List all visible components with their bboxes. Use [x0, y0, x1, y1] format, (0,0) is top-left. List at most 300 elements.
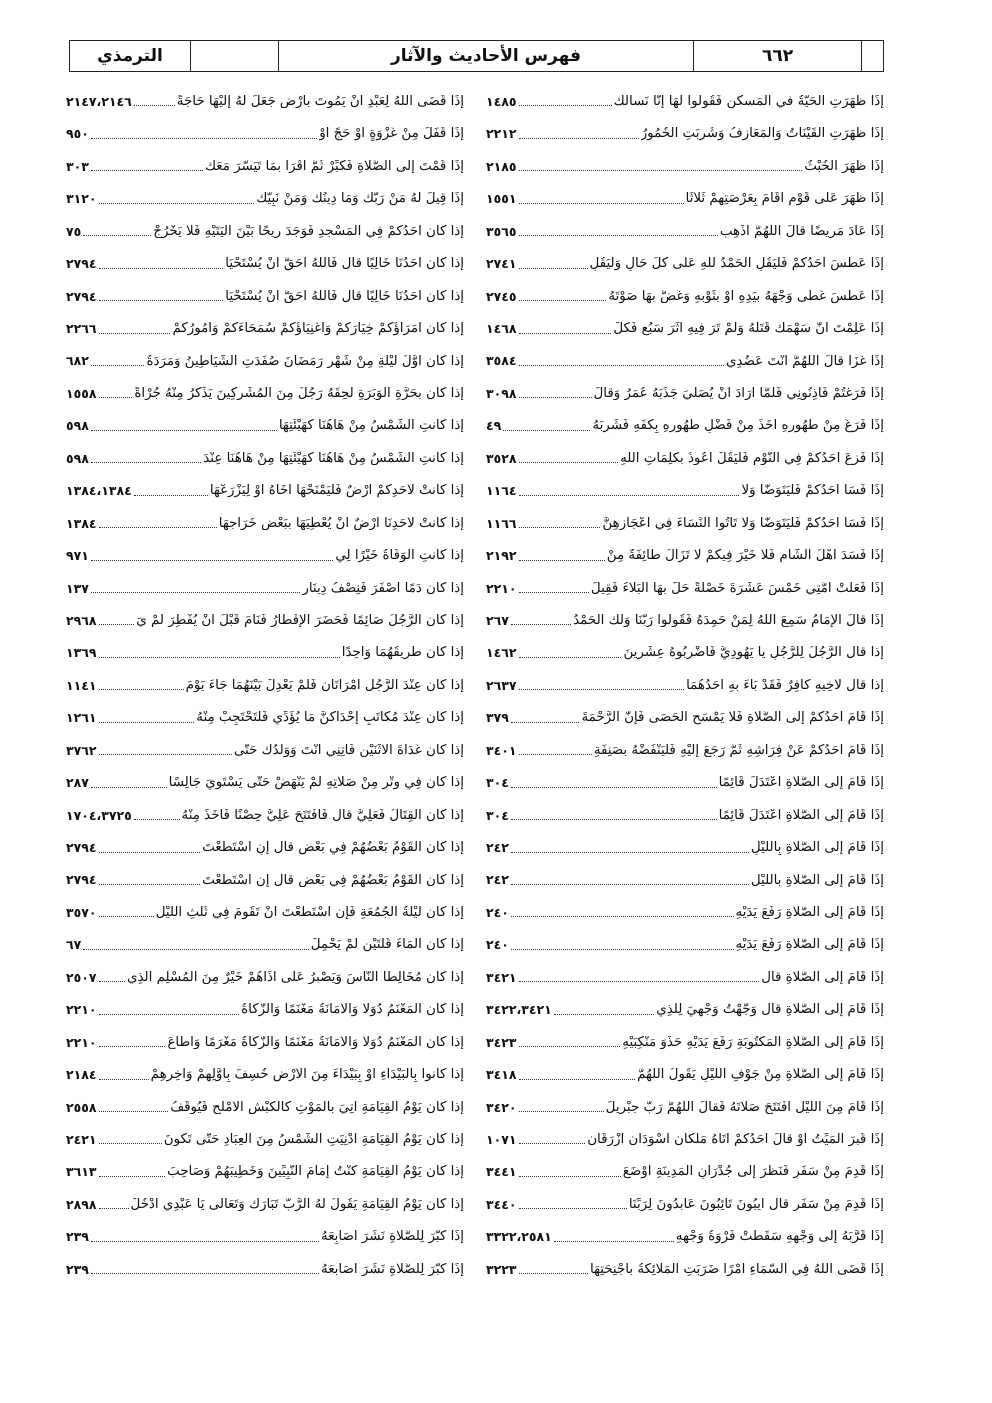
hadith-incipit: إذَا قَامَ إِلَى الصَّلاةِ اعْتَدَلَ قَائِمًا: [718, 776, 884, 790]
hadith-number: ٢٧٤١: [486, 256, 517, 272]
hadith-number: ٢٧٩٤: [66, 872, 97, 888]
hadith-number: ٣٥٢٨: [486, 450, 517, 466]
index-entry: [66, 504, 464, 536]
hadith-number: ٣٧٩: [486, 710, 509, 726]
dot-leader: [519, 234, 718, 236]
dot-leader: [99, 1142, 162, 1144]
index-entry: [486, 114, 884, 146]
hadith-number: ١٤٦٨: [486, 321, 517, 336]
hadith-number: ١٢٦١: [66, 710, 97, 726]
index-entry: [486, 893, 884, 925]
hadith-incipit: إذَا كَبَّرَ لِلصَّلاةِ نَشَرَ أَصَابِعَهُ: [321, 1230, 464, 1244]
index-entry: [486, 212, 884, 244]
hadith-incipit: إذا كان مُخَالِطًا النَّاسَ وَيَصْبِرُ عَلَى أَذَاهُمْ خَيْرٌ مِنَ المُسْلِمِ الَّذِي: [127, 970, 464, 985]
index-entry: [66, 893, 464, 925]
dot-leader: [519, 526, 601, 528]
hadith-number: ٣٤٤١: [486, 1164, 517, 1180]
hadith-number: ٤٩: [486, 418, 502, 434]
hadith-incipit: إذا كانتِ الشَّمْسُ مِنْ هَاهُنَا كَهَيْئَتِهَا مِنْ هَاهُنَا عِنْدَ: [203, 451, 464, 466]
hadith-incipit: إذَا ظَهَرَتِ القَيْنَاتُ وَالمَعَازِفُ وَشُرِبَتِ الخُمُورُ: [640, 127, 884, 141]
hadith-number: ٢٧٤٥: [486, 288, 517, 304]
hadith-number: ١٣٨٤،١٣٨٤: [66, 483, 132, 499]
index-entry: [66, 277, 464, 309]
hadith-incipit: إذا كان يَوْمُ القِيَامَةِ أُتِيَ بِالمَوْتِ كَالكَبْشِ الأَمْلَحِ فَيُوقَفُ: [170, 1100, 464, 1114]
hadith-incipit: إذَا قَدِمَ مِنْ سَفَرٍ قال آيِبُونَ تَائِبُونَ عَابِدُونَ لِرَبِّنَا: [628, 1197, 884, 1212]
hadith-number: ٢٤٢١: [66, 1131, 97, 1147]
index-entry: [66, 342, 464, 374]
hadith-incipit: إذَا عَطَسَ غَطَّى وَجْهَهُ بِيَدِهِ أَوْ بِثَوْبِهِ وَغَضَّ بِهَا صَوْتَهُ: [608, 289, 884, 304]
index-entry: [66, 1250, 464, 1282]
index-entry: [66, 633, 464, 665]
index-entry: [66, 536, 464, 568]
dot-leader: [91, 429, 277, 431]
index-entry: [66, 1055, 464, 1087]
hadith-incipit: إذَا قَامَ أَحَدُكُمْ عَنْ فِرَاشِهِ ثُمَّ رَجَعَ إِلَيْهِ فَلْيَنْفُضْهُ بِصَنِفَةِ: [593, 743, 884, 758]
hadith-incipit: إذا كانتْ لأَحَدِنَا أَرْضٌ أَنْ يُعْطِيَهَا بِبَعْضِ خَرَاجِهَا: [218, 516, 464, 531]
hadith-number: ٢٢١٠: [66, 1034, 97, 1050]
header-blank-cell: [190, 41, 278, 71]
hadith-incipit: إذَا فَرَغَ مِنْ طَهُورِهِ أَخَذَ مِنْ فَضْلِ طَهُورِهِ بِكَفِّهِ فَشَرِبَهُ: [592, 419, 884, 433]
index-entry: [486, 439, 884, 471]
hadith-incipit: إذَا قَضَى اللهُ فِي السَّمَاءِ أَمْرًا ضَرَبَتِ المَلائِكَةُ بِأَجْنِحَتِهَا: [590, 1262, 884, 1277]
hadith-number: ٢٦٣٧: [486, 677, 517, 693]
right-column: [486, 82, 884, 1382]
hadith-incipit: إذَا قَامَ مِنَ اللَّيْلِ افْتَتَحَ صَلاتَهُ فَقالَ اللَّهُمَّ رَبَّ جِبْرِيلَ: [605, 1100, 884, 1114]
dot-leader: [99, 656, 340, 658]
hadith-number: ٢٤٠: [486, 937, 509, 953]
hadith-incipit: إذَا فَسَا أَحَدُكُمْ فَلْيَتَوَضَّأْ وَلا تَأْتُوا النِّسَاءَ فِي أَعْجَازِهِنَّ: [602, 516, 884, 531]
hadith-number: ٢٧٩٤: [66, 288, 97, 304]
dot-leader: [519, 494, 740, 496]
hadith-number: ٢٣٩: [66, 1229, 89, 1245]
hadith-number: ٣٤٢٣: [486, 1034, 517, 1050]
dot-leader: [511, 721, 580, 723]
index-columns: [66, 82, 884, 1382]
hadith-number: ١٣٨٤: [66, 515, 97, 531]
hadith-number: ٣٤١٨: [486, 1067, 517, 1083]
index-entry: [486, 1055, 884, 1087]
hadith-number: ٣٠٤: [486, 807, 509, 823]
dot-leader: [519, 1272, 588, 1274]
hadith-incipit: إذا كان يَوْمُ القِيَامَةِ يَقُولُ لَهُ الرَّبُّ تَبَارَكَ وَتَعَالَى يَا عَبْدِي ادْخُلْ: [130, 1197, 464, 1212]
index-entry: [66, 244, 464, 276]
index-entry: [66, 569, 464, 601]
hadith-incipit: إذَا قَامَ إِلَى الصَّلاةِ اعْتَدَلَ قَائِمًا: [718, 808, 884, 823]
dot-leader: [99, 915, 154, 917]
dot-leader: [91, 169, 203, 171]
left-column: [66, 82, 464, 1382]
dot-leader: [99, 883, 201, 885]
index-entry: [486, 666, 884, 698]
hadith-incipit: إذا قال الرَّجُلُ لِلرَّجُلِ يا يَهُودِيُّ فَاضْرِبُوهُ عِشْرِينَ: [623, 646, 884, 660]
hadith-number: ٢٨٩٨: [66, 1196, 97, 1212]
hadith-incipit: إذا قال لأَخِيهِ كافِرٌ فَقَدْ بَاءَ بِهِ أَحَدُهُمَا: [686, 678, 884, 693]
index-entry: [486, 731, 884, 763]
hadith-incipit: إذا كان المَغْنَمُ دُوَلًا وَالأَمَانَةُ مَغْنَمًا وَالزَّكَاةُ مَغْرَمًا وَأَطَاعَ: [167, 1035, 464, 1050]
index-entry: [66, 925, 464, 957]
hadith-number: ٦٨٢: [66, 353, 89, 369]
index-entry: [486, 796, 884, 828]
hadith-number: ٩٥٠: [66, 126, 89, 142]
dot-leader: [99, 332, 171, 334]
dot-leader: [99, 1207, 129, 1209]
index-entry: [66, 763, 464, 795]
hadith-incipit: إذا كان القَوْمُ بَعْضُهُمْ فِي بَعْضٍ قال إِنِ اسْتَطَعْتَ: [202, 841, 464, 855]
hadith-incipit: إذا كان أَحَدُكُمْ فِي المَسْجِدِ فَوَجَدَ رِيحًا بَيْنَ أَلْيَتَيْهِ فَلا يَخْرُجْ: [153, 224, 464, 239]
dot-leader: [519, 104, 612, 106]
hadith-number: ٢٥٠٧: [66, 969, 97, 985]
hadith-incipit: إذا كان أَوَّلُ لَيْلَةٍ مِنْ شَهْرِ رَمَضَانَ صُفِّدَتِ الشَّيَاطِينُ وَمَرَدَةُ: [146, 354, 464, 368]
dot-leader: [519, 656, 622, 658]
dot-leader: [99, 1175, 166, 1177]
hadith-number: ٧٥: [66, 223, 82, 239]
index-entry: [66, 990, 464, 1022]
index-entry: [486, 1250, 884, 1282]
hadith-incipit: إذا كان القَوْمُ بَعْضُهُمْ فِي بَعْضٍ قال إِنِ اسْتَطَعْتَ: [202, 873, 464, 887]
hadith-number: ٢٧٩٤: [66, 840, 97, 855]
dot-leader: [511, 818, 717, 820]
hadith-number: ١٤٨٥: [486, 93, 517, 109]
hadith-incipit: إذَا قَامَ إِلَى الصَّلاةِ قال وَجَّهْتُ وَجْهِيَ لِلَّذِي: [656, 1003, 884, 1017]
index-entry: [66, 698, 464, 730]
hadith-incipit: إذا كان القِتَالُ فَعَلِيٌّ قال فَافْتَتَحَ عَلِيٌّ حِصْنًا فَأَخَذَ مِنْهُ: [181, 808, 464, 823]
hadith-incipit: إذا كان بِحَرَّةِ الوَبَرَةِ لَحِقَهُ رَجُلٌ مِنَ المُشْرِكِينَ يَذْكُرُ مِنْهُ جُرْأَةً: [134, 386, 464, 401]
dot-leader: [99, 753, 232, 755]
dot-leader: [134, 104, 175, 106]
hadith-incipit: إذا كان يَوْمُ القِيَامَةِ كُنْتُ إِمَامَ النَّبِيِّينَ وَخَطِيبَهُمْ وَصَاحِبَ: [167, 1165, 464, 1179]
index-entry: [66, 147, 464, 179]
index-entry: [66, 114, 464, 146]
index-entry: [486, 569, 884, 601]
dot-leader: [519, 559, 605, 561]
hadith-number: ٣٥٧٠: [66, 904, 97, 920]
dot-leader: [503, 429, 590, 431]
hadith-incipit: إذا كانتِ الوَفَاةُ خَيْرًا لِي: [335, 549, 464, 563]
hadith-number: ١٠٧١: [486, 1131, 517, 1147]
dot-leader: [91, 137, 317, 139]
index-entry: [486, 990, 884, 1022]
dot-leader: [99, 267, 224, 269]
hadith-incipit: إذَا قَامَ إِلَى الصَّلاةِ رَفَعَ يَدَيْهِ: [735, 905, 884, 920]
dot-leader: [554, 1013, 654, 1015]
dot-leader: [519, 364, 724, 366]
header-blank-cell: [861, 41, 883, 71]
hadith-number: ٣٣٢٢،٢٥٨١: [486, 1229, 552, 1245]
hadith-number: ٣٥٦٥: [486, 223, 517, 239]
index-entry: [486, 374, 884, 406]
hadith-number: ٢٢١٢: [486, 126, 517, 142]
hadith-incipit: إذَا قالَ الإمَامُ سَمِعَ اللهُ لِمَنْ حَمِدَهُ فَقُولُوا رَبَّنَا وَلَكَ الحَمْدُ: [573, 614, 884, 628]
hadith-number: ٢١٨٥: [486, 158, 517, 174]
hadith-number: ٣٤٠١: [486, 742, 517, 758]
dot-leader: [99, 1078, 149, 1080]
index-entry: [66, 958, 464, 990]
hadith-incipit: إذَا غَزَا قالَ اللَّهُمَّ أَنْتَ عَضُدِي: [725, 354, 884, 368]
hadith-number: ٥٩٨: [66, 418, 89, 434]
index-entry: [486, 471, 884, 503]
dot-leader: [519, 980, 760, 982]
hadith-incipit: إذَا كَبَّرَ لِلصَّلاةِ نَشَرَ أَصَابِعَهُ: [321, 1262, 464, 1277]
index-entry: [486, 504, 884, 536]
hadith-number: ٣٤٢١: [486, 969, 517, 985]
index-entry: [486, 861, 884, 893]
hadith-incipit: إذا كان أُمَرَاؤُكُمْ خِيَارَكُمْ وَأَغْنِيَاؤُكُمْ سُمَحَاءَكُمْ وَأُمُورُكُمْ: [172, 322, 464, 336]
index-entry: [486, 1152, 884, 1184]
index-entry: [486, 601, 884, 633]
dot-leader: [91, 786, 167, 788]
hadith-incipit: إذا كان الرَّجُلُ صَائِمًا فَحَضَرَ الإفْطَارُ فَنَامَ قَبْلَ أَنْ يُفْطِرَ لَمْ يَ: [136, 614, 464, 628]
hadith-number: ١١٦٦: [486, 515, 517, 531]
hadith-incipit: إذا كان المَاءُ قُلَّتَيْنِ لَمْ يَحْمِلْ: [310, 938, 464, 952]
hadith-number: ٥٩٨: [66, 450, 89, 466]
index-entry: [486, 698, 884, 730]
index-entry: [66, 861, 464, 893]
dot-leader: [511, 948, 734, 950]
dot-leader: [99, 1110, 169, 1112]
index-entry: [66, 796, 464, 828]
index-entry: [66, 1152, 464, 1184]
dot-leader: [511, 883, 749, 885]
index-entry: [486, 958, 884, 990]
index-entry: [486, 309, 884, 341]
hadith-number: ١١٦٤: [486, 483, 517, 499]
hadith-incipit: إذَا قَامَ إِلَى الصَّلاةِ قال: [761, 970, 884, 985]
dot-leader: [91, 364, 145, 366]
dot-leader: [511, 623, 571, 625]
index-entry: [66, 828, 464, 860]
hadith-incipit: إذا كان أَحَدُنَا خَالِيًا قال فَاللهُ أَحَقُّ أَنْ يُسْتَحْيَا: [225, 257, 464, 271]
page-title: فهرس الأحاديث والآثار: [278, 41, 693, 71]
hadith-number: ١٤٦٢: [486, 645, 517, 661]
index-entry: [66, 309, 464, 341]
hadith-number: ١٣٦٩: [66, 645, 97, 661]
hadith-number: ٢١٩٢: [486, 548, 517, 564]
dot-leader: [99, 721, 195, 723]
dot-leader: [519, 461, 619, 463]
page-number: ٦٦٢: [693, 41, 861, 71]
dot-leader: [134, 818, 180, 820]
hadith-incipit: إذَا عَلِمْتَ أَنَّ سَهْمَكَ قَتَلَهُ وَلَمْ تَرَ فِيهِ أَثَرَ سَبُعٍ فَكُلْ: [613, 322, 884, 336]
hadith-number: ٣٠٩٨: [486, 385, 517, 401]
index-entry: [486, 82, 884, 114]
dot-leader: [519, 332, 612, 334]
index-entry: [66, 1217, 464, 1249]
hadith-number: ٣٦١٣: [66, 1164, 97, 1180]
hadith-incipit: إذَا قُبِرَ المَيِّتُ أَوْ قالَ أَحَدُكُمْ أَتَاهُ مَلَكَانِ أَسْوَدَانِ أَزْرَقَانِ: [587, 1133, 884, 1147]
dot-leader: [519, 202, 684, 204]
hadith-number: ٢٤٠: [486, 904, 509, 920]
dot-leader: [519, 1078, 636, 1080]
index-entry: [66, 1120, 464, 1152]
hadith-number: ٣٧٦٢: [66, 742, 97, 758]
hadith-incipit: إذا كان طَرِيقُهُمَا وَاحِدًا: [341, 646, 464, 660]
dot-leader: [99, 526, 217, 528]
page-header: [69, 40, 884, 72]
dot-leader: [99, 396, 133, 398]
dot-leader: [519, 396, 592, 398]
hadith-incipit: إذَا فَزِعَ أَحَدُكُمْ فِي النَّوْمِ فَلْيَقُلْ أَعُوذُ بِكَلِمَاتِ اللهِ: [620, 451, 884, 466]
hadith-number: ٣٤٤٠: [486, 1196, 517, 1212]
dot-leader: [511, 786, 717, 788]
dot-leader: [91, 1272, 319, 1274]
dot-leader: [99, 851, 201, 853]
dot-leader: [134, 494, 208, 496]
dot-leader: [519, 267, 588, 269]
hadith-incipit: إذَا ظَهَرَ الخُبْثُ: [804, 159, 884, 174]
dot-leader: [519, 299, 607, 301]
dot-leader: [99, 1013, 240, 1015]
hadith-number: ٢٤٢: [486, 840, 509, 855]
index-entry: [486, 925, 884, 957]
dot-leader: [519, 753, 592, 755]
hadith-number: ٢٦٧: [486, 612, 509, 628]
hadith-number: ١٥٥٨: [66, 385, 97, 401]
hadith-incipit: إذَا عَادَ مَرِيضًا قالَ اللَّهُمَّ أَذْهِبِ: [719, 224, 884, 239]
hadith-number: ٢٤٢: [486, 872, 509, 888]
index-entry: [486, 1088, 884, 1120]
dot-leader: [99, 623, 135, 625]
hadith-incipit: إذَا قِيلَ لَهُ مَنْ رَبُّكَ وَمَا دِينُكَ وَمَنْ نَبِيُّكَ: [256, 192, 464, 206]
index-entry: [486, 147, 884, 179]
hadith-number: ١٥٥١: [486, 191, 517, 207]
index-entry: [486, 1217, 884, 1249]
index-entry: [486, 277, 884, 309]
hadith-incipit: إذا كان فِي وِتْرٍ مِنْ صَلاتِهِ لَمْ يَنْهَضْ حَتَّى يَسْتَوِيَ جَالِسًا: [168, 776, 464, 790]
index-entry: [486, 763, 884, 795]
hadith-incipit: إذا كان عِنْدَ الرَّجُلِ امْرَأَتَانِ فَلَمْ يَعْدِلْ بَيْنَهُمَا جَاءَ يَوْمَ: [185, 678, 464, 693]
index-entry: [66, 666, 464, 698]
hadith-number: ٩٧١: [66, 548, 89, 564]
hadith-incipit: إذَا قَامَ إِلَى الصَّلاةِ رَفَعَ يَدَيْهِ: [735, 938, 884, 952]
hadith-number: ٣٤٢٢،٣٤٢١: [486, 1002, 552, 1018]
hadith-incipit: إذا كان غَدَاةَ الاثْنَيْنِ فَأْتِنِي أَنْتَ وَوَلَدُكَ حَتَّى: [233, 743, 464, 758]
dot-leader: [83, 948, 308, 950]
hadith-incipit: إذَا قَدِمَ مِنْ سَفَرٍ فَنَظَرَ إِلَى جُدْرَانِ المَدِينَةِ أَوْضَعَ: [622, 1165, 884, 1179]
dot-leader: [91, 559, 333, 561]
hadith-number: ٣٢٢٣: [486, 1261, 517, 1277]
hadith-number: ٢١٤٧،٢١٤٦: [66, 93, 132, 109]
index-entry: [486, 406, 884, 438]
hadith-incipit: إذا كان عِنْدَ مُكَاتَبِ إِحْدَاكُنَّ مَا يُؤَدِّي فَلْتَحْتَجِبْ مِنْهُ: [196, 711, 464, 725]
hadith-number: ٣٤٢٠: [486, 1099, 517, 1115]
hadith-incipit: إذَا ظَهَرَ عَلَى قَوْمٍ أَقَامَ بِعَرْصَتِهِمْ ثَلاثًا: [685, 192, 884, 206]
dot-leader: [519, 1110, 604, 1112]
hadith-incipit: إذا كان أَحَدُنَا خَالِيًا قال فَاللهُ أَحَقُّ أَنْ يُسْتَحْيَا: [225, 289, 464, 304]
hadith-number: ١١٤١: [66, 677, 97, 693]
index-entry: [486, 633, 884, 665]
index-entry: [486, 1023, 884, 1055]
hadith-incipit: إذا كان يَوْمُ القِيَامَةِ أُدْنِيَتِ الشَّمْسُ مِنَ العِبَادِ حَتَّى تَكُونَ: [163, 1133, 464, 1147]
hadith-incipit: إذا كانتِ الشَّمْسُ مِنْ هَاهُنَا كَهَيْئَتِهَا: [278, 419, 464, 433]
dot-leader: [519, 169, 803, 171]
hadith-incipit: إذَا فَعَلَتْ أُمَّتِي خَمْسَ عَشْرَةَ خَصْلَةً حَلَّ بِهَا البَلاءُ فَقِيلَ: [590, 581, 884, 595]
hadith-number: ١٣٧: [66, 580, 89, 596]
dot-leader: [99, 688, 184, 690]
hadith-incipit: إذا كانتْ لأَحَدِكُمْ أَرْضٌ فَلْيَمْنَحْهَا أَخَاهُ أَوْ لِيَزْرَعْهَا: [209, 484, 464, 498]
hadith-number: ٣٠٣: [66, 158, 89, 174]
dot-leader: [519, 1175, 621, 1177]
hadith-incipit: إذا كان لَيْلَةُ الجُمُعَةِ فَإِنِ اسْتَطَعْتَ أَنْ تَقُومَ فِي ثُلُثِ اللَّيْلِ: [155, 905, 464, 920]
hadith-number: ٢٢١٠: [66, 1002, 97, 1018]
hadith-incipit: إذَا قَامَ إِلَى الصَّلاةِ بِاللَّيْلِ: [750, 873, 884, 887]
hadith-number: ٢٥٥٨: [66, 1099, 97, 1115]
hadith-number: ٢٧٩٤: [66, 256, 97, 272]
index-entry: [486, 179, 884, 211]
hadith-incipit: إذَا ظَهَرَتِ الحَيَّةُ في المَسكَنِ فَقُولُوا لَهَا إنَّا نَسألُكَ: [613, 95, 884, 109]
index-entry: [66, 471, 464, 503]
hadith-incipit: إذَا فَسَا أَحَدُكُمْ فَلْيَتَوَضَّأْ وَلا: [741, 484, 884, 498]
index-entry: [66, 406, 464, 438]
index-entry: [66, 179, 464, 211]
index-entry: [486, 828, 884, 860]
hadith-number: ٢٨٧: [66, 775, 89, 791]
dot-leader: [91, 591, 300, 593]
index-entry: [486, 342, 884, 374]
dot-leader: [554, 1240, 674, 1242]
hadith-incipit: إذا كان المَغْنَمُ دُوَلًا وَالأَمَانَةُ مَغْنَمًا وَالزَّكَاةُ: [241, 1003, 464, 1017]
hadith-incipit: إذَا قَضَى اللهُ لِعَبْدٍ أَنْ يَمُوتَ بِأَرْضٍ جَعَلَ لَهُ إِلَيْهَا حَاجَةً: [176, 95, 464, 109]
index-entry: [66, 1185, 464, 1217]
hadith-incipit: إذَا قَامَ إِلَى الصَّلاةِ بِاللَّيْلِ: [750, 841, 884, 855]
dot-leader: [99, 1045, 166, 1047]
dot-leader: [83, 234, 151, 236]
dot-leader: [519, 1045, 621, 1047]
dot-leader: [99, 299, 224, 301]
dot-leader: [519, 1142, 586, 1144]
dot-leader: [99, 980, 125, 982]
index-entry: [66, 1023, 464, 1055]
hadith-number: ٢٢٦٦: [66, 321, 97, 336]
hadith-incipit: إذَا قَرَّبَهُ إِلَى وَجْهِهِ سَقَطَتْ فَرْوَةُ وَجْهِهِ: [675, 1230, 884, 1244]
index-entry: [66, 212, 464, 244]
hadith-incipit: إذَا قَامَ أَحَدُكُمْ إِلَى الصَّلاةِ فَلا يَمْسَحِ الحَصَى فَإِنَّ الرَّحْمَةَ: [581, 711, 884, 725]
dot-leader: [511, 915, 734, 917]
index-entry: [66, 601, 464, 633]
hadith-number: ٣٠٤: [486, 775, 509, 791]
hadith-incipit: إذَا عَطَسَ أَحَدُكُمْ فَلْيَقُلِ الحَمْدُ للهِ عَلَى كُلِّ حَالٍ وَلْيَقُلِ: [589, 257, 884, 271]
hadith-number: ٣٥٨٤: [486, 353, 517, 369]
hadith-number: ٦٧: [66, 937, 82, 953]
index-entry: [486, 244, 884, 276]
dot-leader: [519, 1207, 627, 1209]
dot-leader: [91, 461, 201, 463]
index-entry: [486, 1120, 884, 1152]
hadith-incipit: إذَا قَفَلَ مِنْ غَزْوَةٍ أَوْ حَجٍّ أَوْ: [319, 127, 464, 141]
hadith-incipit: إذَا قُمْتَ إِلَى الصَّلاةِ فَكَبِّرْ ثُمَّ اقْرَأْ بِمَا تَيَسَّرَ مَعَكَ: [204, 159, 464, 174]
hadith-incipit: إذا كان دَمًا أَصْفَرَ فَنِصْفُ دِينَارٍ: [302, 581, 464, 595]
hadith-incipit: إذَا فَسَدَ أَهْلُ الشَّامِ فَلا خَيْرَ فِيكُمْ لا تَزَالُ طَائِفَةٌ مِنْ: [606, 549, 884, 563]
hadith-incipit: إذَا قَامَ إِلَى الصَّلاةِ مِنْ جَوْفِ اللَّيْلِ يَقُولُ اللَّهُمَّ: [637, 1068, 884, 1082]
hadith-incipit: إذَا فَرَغْتُمْ فَآذِنُونِي فَلَمَّا أَرَادَ أَنْ يُصَلِّيَ جَذَبَهُ عُمَرُ وَقالَ: [593, 386, 884, 401]
index-entry: [66, 731, 464, 763]
hadith-incipit: إذَا قَامَ إِلَى الصَّلاةِ المَكْتُوبَةِ رَفَعَ يَدَيْهِ حَذْوَ مَنْكِبَيْهِ: [622, 1035, 884, 1050]
index-entry: [66, 82, 464, 114]
hadith-incipit: إذا كانوا بِالبَيْدَاءِ أَوْ بِبَيْدَاءَ مِنَ الأَرْضِ خُسِفَ بِأَوَّلِهِمْ وَآخِرِهِمْ: [150, 1068, 464, 1082]
index-entry: [66, 439, 464, 471]
dot-leader: [511, 851, 749, 853]
dot-leader: [99, 202, 255, 204]
hadith-number: ٣١٢٠: [66, 191, 97, 207]
hadith-number: ٢٩٦٨: [66, 612, 97, 628]
index-entry: [486, 1185, 884, 1217]
dot-leader: [519, 591, 589, 593]
dot-leader: [519, 688, 685, 690]
index-entry: [486, 536, 884, 568]
dot-leader: [91, 1240, 319, 1242]
hadith-number: ٢٣٩: [66, 1261, 89, 1277]
index-entry: [66, 1088, 464, 1120]
dot-leader: [519, 137, 639, 139]
